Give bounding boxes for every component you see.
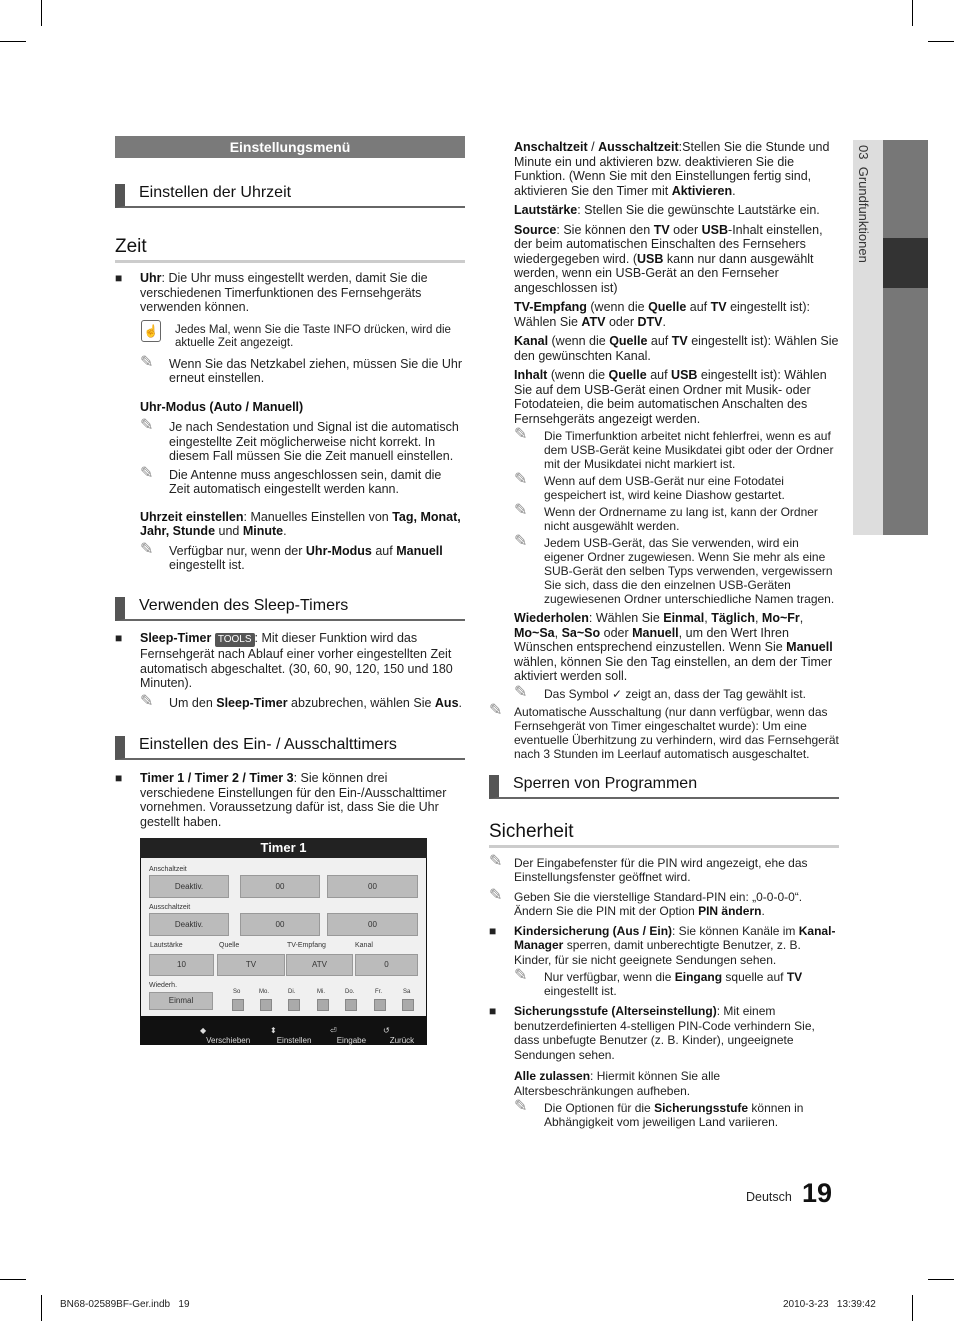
day-checkbox[interactable] bbox=[232, 999, 244, 1011]
day-checkbox[interactable] bbox=[317, 999, 329, 1011]
note-sende: ✎ Je nach Sendestation und Signal ist die automatisch eingestellte Zeit möglicherweise nicht korrekt. In diesem Fall müssen Sie die Zeit manuell einstellen. bbox=[140, 417, 459, 463]
back-hint: ↺ Zurück bbox=[383, 1026, 415, 1045]
pencil-icon: ✎ bbox=[489, 701, 503, 719]
left-column bbox=[115, 136, 465, 829]
section-sleep: Verwenden des Sleep-Timers bbox=[115, 597, 465, 621]
label-tvempfang: TV-Empfang bbox=[287, 942, 326, 949]
lautstaerke-field[interactable]: 10 bbox=[149, 954, 214, 976]
crop-mark bbox=[912, 1295, 913, 1321]
bullet-uhr: ■ Uhr: Die Uhr muss eingestellt werden, damit Sie die verschiedenen Timerfunktionen des Fernsehgeräts verwenden können. bbox=[115, 271, 465, 315]
anschaltzeit-toggle[interactable]: Deaktiv. bbox=[149, 875, 229, 898]
ausschaltzeit-hour[interactable]: 00 bbox=[240, 913, 320, 936]
pencil-icon: ✎ bbox=[140, 353, 154, 371]
uhrzeit-einstellen: Uhrzeit einstellen: Manuelles Einstellen von Tag, Monat, Jahr, Stunde und Minute. bbox=[140, 509, 461, 538]
menu-banner: Einstellungsmenü bbox=[115, 136, 465, 158]
day-checkbox[interactable] bbox=[260, 999, 272, 1011]
adjust-hint: ⬍ Einstellen bbox=[270, 1026, 312, 1045]
pencil-icon: ✎ bbox=[514, 533, 528, 550]
note-laender: ✎ Die Optionen für die Sicherungsstufe können in Abhängigkeit vom jeweiligen Land variieren. bbox=[514, 1098, 804, 1129]
crop-mark bbox=[41, 0, 42, 26]
chapter-tab-marker bbox=[883, 238, 928, 288]
day-label: Do. bbox=[345, 989, 355, 995]
day-checkbox[interactable] bbox=[402, 999, 414, 1011]
day-checkbox[interactable] bbox=[374, 999, 386, 1011]
day-label: So bbox=[233, 989, 241, 995]
crop-mark bbox=[41, 1295, 42, 1321]
footer-language: Deutsch bbox=[746, 1190, 792, 1204]
label-kanal: Kanal bbox=[355, 942, 373, 949]
anschaltzeit-hour[interactable]: 00 bbox=[240, 875, 320, 898]
info-note: ☝ Jedes Mal, wenn Sie die Taste INFO drücken, wird die aktuelle Zeit angezeigt. bbox=[115, 324, 465, 351]
crop-mark bbox=[928, 41, 954, 42]
pencil-icon: ✎ bbox=[514, 967, 528, 984]
pencil-icon: ✎ bbox=[489, 852, 503, 870]
footer-date: 2010-3-23 13:39:42 bbox=[783, 1299, 876, 1310]
note-usb-ordner: ✎ Jedem USB-Gerät, das Sie verwenden, wird ein eigener Ordner zugewiesen. Wenn Sie mehr als eine SUB-Gerät den selben Typs verwenden, vergewissern Sie sich, dass die den einzelnen USB-Geräten zugewiesenen Ordner unterschiedliche Namen tragen. bbox=[514, 533, 835, 606]
crop-mark bbox=[912, 0, 913, 26]
label-anschaltzeit: Anschaltzeit bbox=[149, 866, 187, 873]
pencil-icon: ✎ bbox=[140, 464, 154, 482]
note-pin-standard: ✎ Geben Sie die vierstellige Standard-PIN ein: „0-0-0-0“. Ändern Sie die PIN mit der Option PIN ändern. bbox=[489, 886, 803, 918]
tools-button-icon: TOOLS bbox=[215, 633, 255, 648]
para-tvempfang: TV-Empfang (wenn die Quelle auf TV eingestellt ist): Wählen Sie ATV oder DTV. bbox=[514, 300, 810, 329]
wiederh-field[interactable]: Einmal bbox=[149, 992, 213, 1010]
chapter-label: 03 Grundfunktionen bbox=[856, 145, 871, 263]
bullet-timer: ■ Timer 1 / Timer 2 / Timer 3: Sie können drei verschiedene Einstellungen für den Ein-/Ausschalttimer vornehmen. Voraussetzung dafür ist, dass Sie die Uhr gestellt haben. bbox=[115, 771, 465, 829]
kanal-field[interactable]: 0 bbox=[355, 954, 418, 976]
para-alle-zulassen: Alle zulassen: Hiermit können Sie alle Altersbeschränkungen aufheben. bbox=[514, 1069, 721, 1098]
move-hint: ◆ Verschieben bbox=[200, 1026, 251, 1045]
day-label: Fr. bbox=[375, 989, 382, 995]
note-verfuegbar: ✎ Verfügbar nur, wenn der Uhr-Modus auf Manuell eingestellt ist. bbox=[140, 540, 443, 572]
para-source: Source: Sie können den TV oder USB-Inhalt einstellen, der beim automatischen Einschalten des Fernsehers wiedergegeben wird. (USB kann nur dann ausgewählt werden, wenn ein USB-Gerät an den Fernseher angeschlossen ist) bbox=[514, 222, 823, 295]
uhrmodus-label: Uhr-Modus (Auto / Manuell) bbox=[140, 399, 304, 414]
para-wiederholen: Wiederholen: Wählen Sie Einmal, Täglich, Mo~Fr, Mo~Sa, Sa~So oder Manuell, um den Wert Ihren Wünschen entsprechend einzustellen. Wenn Sie Manuell wählen, können Sie den Tag einstellen, an dem der Timer aktiviert werden soll. bbox=[514, 611, 833, 683]
label-ausschaltzeit: Ausschaltzeit bbox=[149, 904, 191, 911]
timer-screen-title: Timer 1 bbox=[140, 838, 427, 858]
crop-mark bbox=[928, 1279, 954, 1280]
day-checkbox[interactable] bbox=[288, 999, 300, 1011]
crop-mark bbox=[0, 41, 26, 42]
pencil-icon: ✎ bbox=[140, 417, 154, 434]
note-pin-fenster: ✎ Der Eingabefenster für die PIN wird angezeigt, ehe das Einstellungsfenster geöffnet wird. bbox=[489, 852, 808, 884]
footer-file: BN68-02589BF-Ger.indb 19 bbox=[60, 1299, 190, 1310]
note-timer-usb: ✎ Die Timerfunktion arbeitet nicht fehlerfrei, wenn es auf dem USB-Gerät keine Musikdatei gibt oder der Ordner mit der Musikdatei nicht markiert ist. bbox=[514, 426, 834, 471]
anschaltzeit-minute[interactable]: 00 bbox=[327, 875, 418, 898]
ausschaltzeit-toggle[interactable]: Deaktiv. bbox=[149, 913, 229, 936]
pencil-icon: ✎ bbox=[514, 1098, 528, 1115]
pencil-icon: ✎ bbox=[489, 886, 503, 904]
bullet-kindersicherung: ■ Kindersicherung (Aus / Ein): Sie können Kanäle im Kanal-Manager sperren, damit unberechtigte Benutzer, z. B. Kinder, für sie nicht geeignete Sendungen sehen. bbox=[489, 924, 839, 968]
timer-screen bbox=[140, 838, 427, 1045]
pencil-icon: ✎ bbox=[514, 471, 528, 488]
note-netz: ✎ Wenn Sie das Netzkabel ziehen, müssen Sie die Uhr erneut einstellen. bbox=[140, 353, 462, 385]
enter-hint: ⏎ Eingabe bbox=[330, 1026, 367, 1045]
timer-screen-body bbox=[141, 858, 426, 1016]
tvempfang-field[interactable]: ATV bbox=[286, 954, 353, 976]
ausschaltzeit-minute[interactable]: 00 bbox=[327, 913, 418, 936]
day-label: Sa bbox=[403, 989, 411, 995]
day-label: Di. bbox=[288, 989, 296, 995]
para-lautstaerke: Lautstärke: Stellen Sie die gewünschte Lautstärke ein. bbox=[514, 203, 820, 217]
checkmark-icon: ✓ bbox=[612, 686, 623, 701]
section-sperren: Sperren von Programmen bbox=[489, 775, 839, 799]
section-timer: Einstellen des Ein- / Ausschalttimers bbox=[115, 736, 465, 760]
note-eingang: ✎ Nur verfügbar, wenn die Eingang squelle auf TV eingestellt ist. bbox=[514, 967, 803, 998]
para-anschaltzeit: Anschaltzeit / Ausschaltzeit:Stellen Sie die Stunde und Minute ein und aktivieren bzw. deaktivieren Sie die Funktion. (Wenn Sie mit den Einstellungen fertig sind, aktivieren Sie den Timer mit Aktivieren. bbox=[514, 140, 830, 198]
bullet-sicherungsstufe: ■ Sicherungsstufe (Alterseinstellung): Mit einem benutzerdefinierten 4-stelligen PIN-Code verhindern Sie, dass unbefugte Benutzer (z. B. Kinder), ungeeignete Sendungen sehen. bbox=[489, 1004, 839, 1062]
page-number: 19 bbox=[802, 1178, 833, 1208]
hand-icon: ☝ bbox=[141, 320, 161, 342]
day-checkbox[interactable] bbox=[345, 999, 357, 1011]
note-fotodatei: ✎ Wenn auf dem USB-Gerät nur eine Fotodatei gespeichert ist, wird keine Diashow gestartet. bbox=[514, 471, 785, 502]
para-inhalt: Inhalt (wenn die Quelle auf USB eingestellt ist): Wählen Sie auf dem USB-Gerät einen Ordner mit Musik- oder Fotodateien, die beim automatischen Anschalten des Fernsehgeräts angezeigt werden. bbox=[514, 368, 827, 426]
note-symbol: ✎ Das Symbol ✓ zeigt an, dass der Tag gewählt ist. bbox=[514, 683, 806, 701]
crop-mark bbox=[0, 1279, 26, 1280]
label-wiederh: Wiederh. bbox=[149, 982, 178, 989]
bullet-sleep: ■ Sleep-Timer TOOLS : Mit dieser Funktion wird das Fernsehgerät nach Ablauf einer vorher eingestellten Zeit automatisch abgeschaltet. (30, 60, 90, 120, 150 und 180 Minuten). bbox=[115, 631, 465, 691]
pencil-icon: ✎ bbox=[140, 540, 154, 558]
day-label: Mi. bbox=[317, 989, 325, 995]
pencil-icon: ✎ bbox=[514, 502, 528, 519]
quelle-field[interactable]: TV bbox=[217, 954, 285, 976]
timer-screen-footer bbox=[140, 1016, 427, 1045]
heading-sicherheit: Sicherheit bbox=[489, 821, 839, 848]
label-lautstaerke: Lautstärke bbox=[150, 942, 183, 949]
note-sleep: ✎ Um den Sleep-Timer abzubrechen, wählen Sie Aus. bbox=[140, 692, 463, 710]
pencil-icon: ✎ bbox=[140, 692, 154, 710]
pencil-icon: ✎ bbox=[514, 426, 528, 443]
day-label: Mo. bbox=[259, 989, 270, 995]
note-ordnername: ✎ Wenn der Ordnername zu lang ist, kann der Ordner nicht ausgewählt werden. bbox=[514, 502, 818, 533]
para-kanal: Kanal (wenn die Quelle auf TV eingestellt ist): Wählen Sie den gewünschten Kanal. bbox=[514, 334, 839, 363]
heading-zeit: Zeit bbox=[115, 236, 465, 263]
note-antenne: ✎ Die Antenne muss angeschlossen sein, damit die Zeit automatisch eingestellt werden kann. bbox=[140, 464, 442, 496]
pencil-icon: ✎ bbox=[514, 683, 528, 701]
right-column bbox=[489, 140, 839, 1129]
label-quelle: Quelle bbox=[219, 942, 240, 949]
section-uhrzeit: Einstellen der Uhrzeit bbox=[115, 184, 465, 208]
chapter-tab-dark bbox=[883, 140, 928, 535]
note-auto-aus: ✎ Automatische Ausschaltung (nur dann verfügbar, wenn das Fernsehgerät von Timer eingeschaltet wurde): Um eine eventuelle Überhitzung zu verhindern, wird das Fernsehgerät nach 3 Stunden im Leerlauf automatisch ausgeschaltet. bbox=[489, 701, 839, 761]
